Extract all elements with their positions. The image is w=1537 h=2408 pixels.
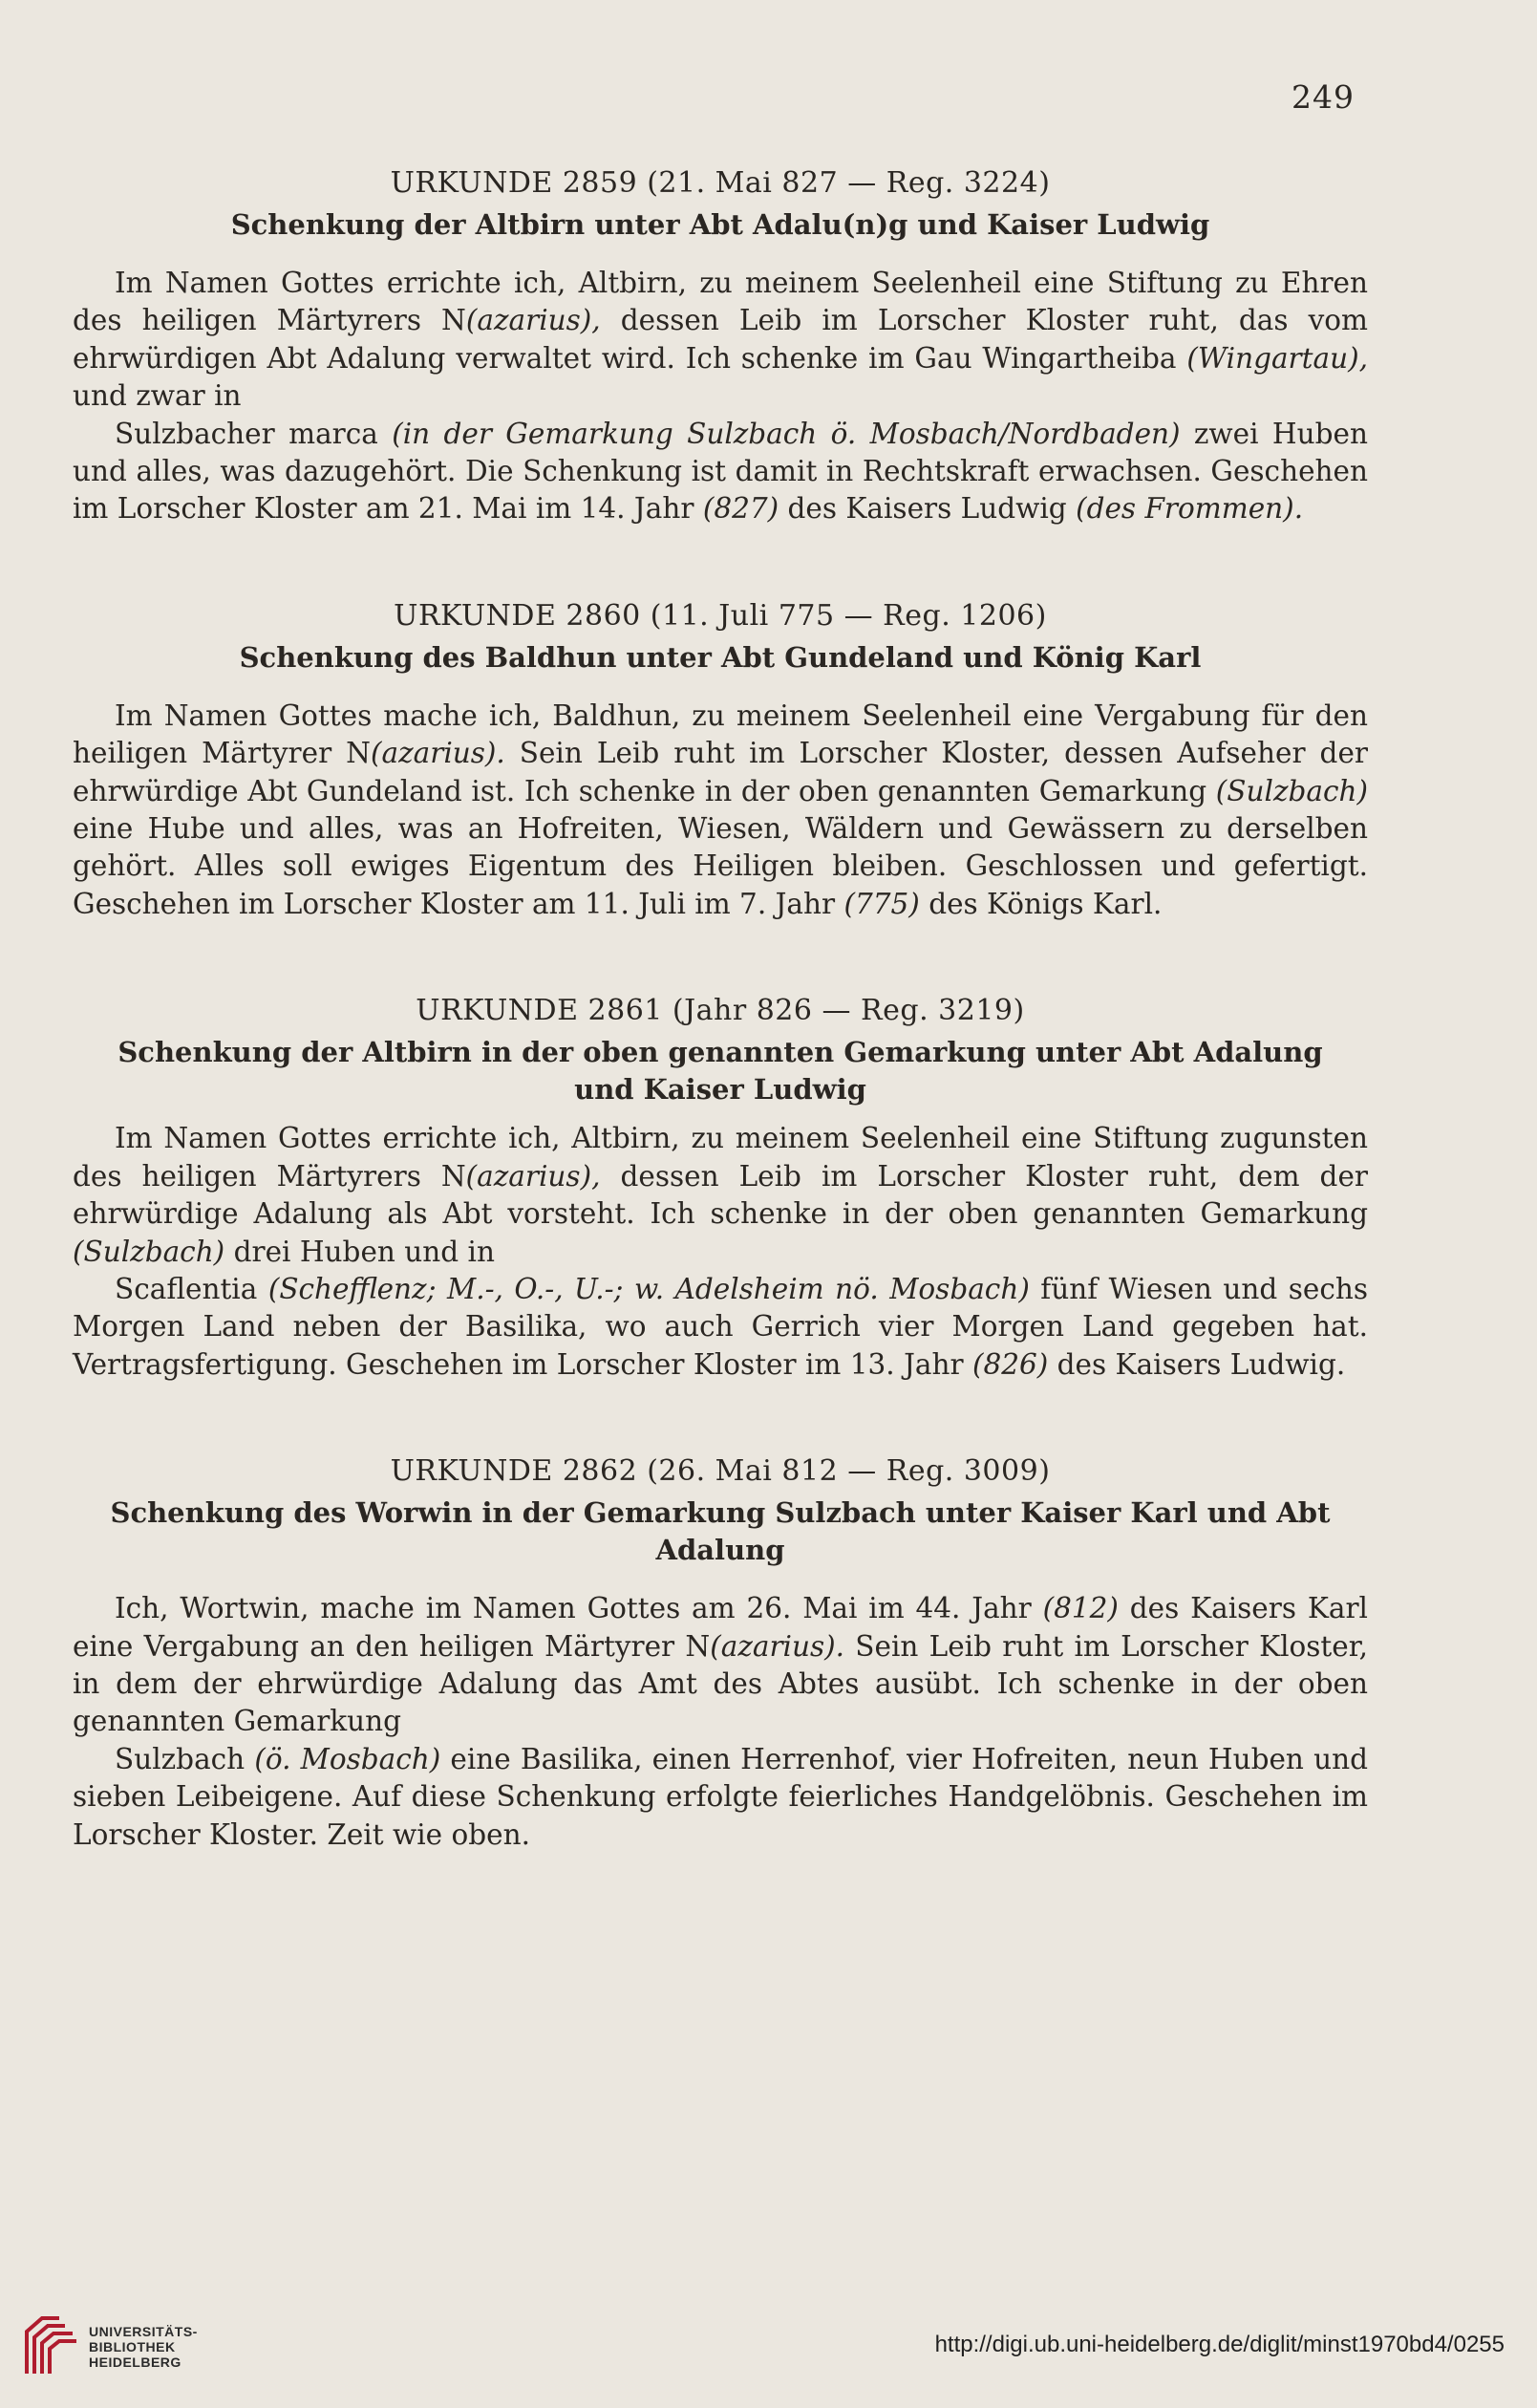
section-subheading <box>73 1034 1368 1108</box>
urkunde-2862 <box>73 1452 1368 1854</box>
section-heading: URKUNDE 2860 (11. Juli 775 — Reg. 1206) <box>394 598 1047 633</box>
section-subheading: Schenkung des Worwin in der Gemarkung Sulzbach unter Kaiser Karl und Abt Adalung <box>110 1496 1331 1567</box>
paragraph: Im Namen Gottes errichte ich, Altbirn, zu meinem Seelenheil eine Stiftung zugunsten des heiligen Märtyrers N(azarius), dessen Leib im Lorscher Kloster ruht, dem der ehrwürdige Adalung als Abt vorsteht. Ich schenke in der oben genannten Gemarkung (Sulzbach) drei Huben und in <box>73 1122 1369 1268</box>
section-subheading: Schenkung der Altbirn unter Abt Adalu(n)g und Kaiser Ludwig <box>230 208 1210 241</box>
section-heading: URKUNDE 2862 (26. Mai 812 — Reg. 3009) <box>390 1454 1051 1489</box>
library-logo-icon <box>21 2312 80 2379</box>
document-body <box>73 164 1368 1923</box>
paragraph: Sulzbach (ö. Mosbach) eine Basilika, einen Herrenhof, vier Hofreiten, neun Huben und sieben Leibeigene. Auf diese Schenkung erfolgte feierliches Handgelöbnis. Geschehen im Lorscher Kloster. Zeit wie oben. <box>73 1742 1368 1851</box>
paragraph: Im Namen Gottes errichte ich, Altbirn, zu meinem Seelenheil eine Stiftung zu Ehren des heiligen Märtyrers N(azarius), dessen Leib im Lorscher Kloster ruht, das vom ehrwürdigen Abt Adalung verwaltet wird. Ich schenke im Gau Wingartheiba (Wingartau), und zwar in <box>73 267 1369 413</box>
urkunde-2861 <box>73 992 1368 1384</box>
subheading-line: und Kaiser Ludwig <box>574 1073 866 1107</box>
paragraph: Ich, Wortwin, mache im Namen Gottes am 26. Mai im 44. Jahr (812) des Kaisers Karl eine Vergabung an den heiligen Märtyrer N(azarius). Sein Leib ruht im Lorscher Kloster, in dem der ehrwürdige Adalung das Amt des Abtes ausübt. Ich schenke in der oben genannten Gemarkung <box>73 1592 1368 1738</box>
digitization-footer <box>0 2307 1537 2393</box>
section-heading: URKUNDE 2859 (21. Mai 827 — Reg. 3224) <box>390 166 1051 200</box>
paragraph: Im Namen Gottes mache ich, Baldhun, zu meinem Seelenheil eine Vergabung für den heiligen Märtyrer N(azarius). Sein Leib ruht im Lorscher Kloster, dessen Aufseher der ehrwürdige Abt Gundeland ist. Ich schenke in der oben genannten Gemarkung (Sulzbach) eine Hube und alles, was an Hofreiten, Wiesen, Wäldern und Gewässern zu derselben gehört. Alles soll ewiges Eigentum des Heiligen bleiben. Geschlossen und gefertigt. Geschehen im Lorscher Kloster am 11. Juli im 7. Jahr (775) des Königs Karl. <box>73 699 1368 920</box>
section-subheading: Schenkung des Baldhun unter Abt Gundeland und König Karl <box>239 640 1202 674</box>
urkunde-2860 <box>73 597 1368 923</box>
library-name: UNIVERSITÄTS- BIBLIOTHEK HEIDELBERG <box>89 2324 198 2370</box>
section-heading: URKUNDE 2861 (Jahr 826 — Reg. 3219) <box>416 994 1025 1028</box>
paragraph: Sulzbacher marca (in der Gemarkung Sulzbach ö. Mosbach/Nordbaden) zwei Huben und alles, was dazugehört. Die Schenkung ist damit in Rechtskraft erwachsen. Geschehen im Lorscher Kloster am 21. Mai im 14. Jahr (827) des Kaisers Ludwig (des Frommen). <box>73 417 1368 526</box>
subheading-line: Schenkung der Altbirn in der oben genannten Gemarkung unter Abt Adalung <box>117 1036 1323 1069</box>
urkunde-2859 <box>73 164 1368 528</box>
paragraph: Scaflentia (Schefflenz; M.-, O.-, U.-; w. Adelsheim nö. Mosbach) fünf Wiesen und sechs Morgen Land neben der Basilika, wo auch Gerrich vier Morgen Land gegeben hat. Vertragsfertigung. Geschehen im Lorscher Kloster im 13. Jahr (826) des Kaisers Ludwig. <box>73 1272 1368 1381</box>
source-url-link[interactable]: http://digi.ub.uni-heidelberg.de/diglit/minst1970bd4/0255 <box>934 2332 1505 2357</box>
page-number: 249 <box>1292 78 1355 116</box>
